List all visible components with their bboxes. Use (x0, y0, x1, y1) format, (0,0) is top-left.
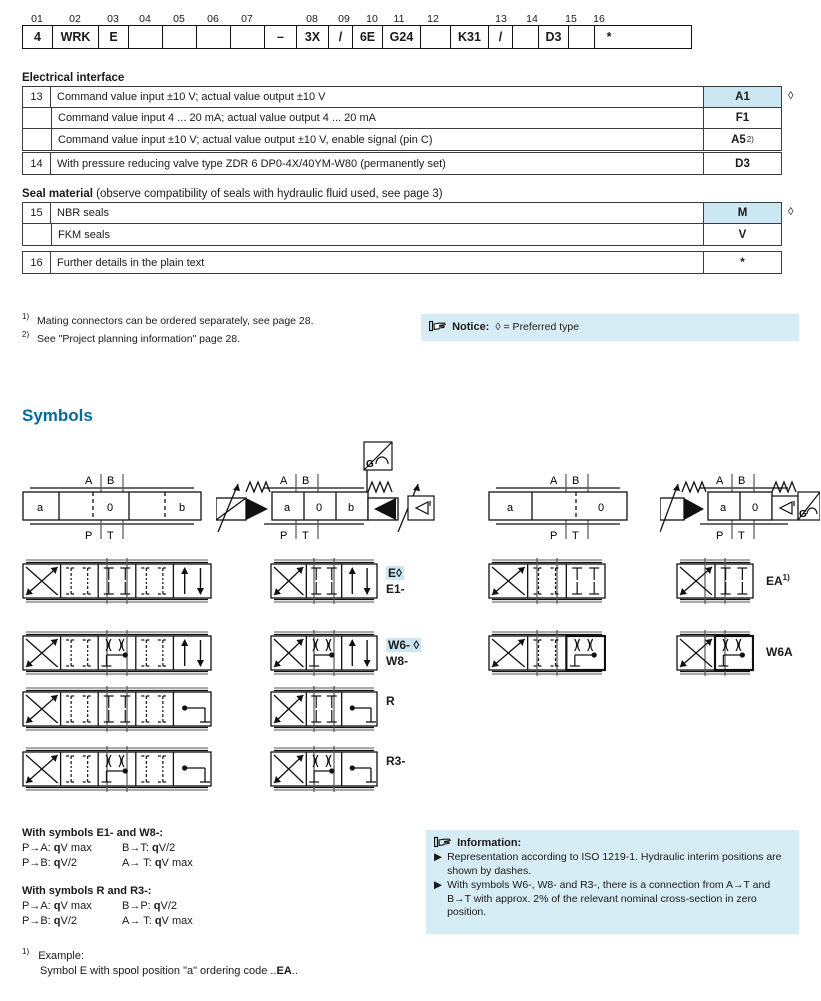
flow-note-right: A→ T: qV max (122, 915, 193, 927)
footnote-2-text: See "Project planning information" page 28. (37, 332, 241, 345)
svg-text:b: b (348, 502, 355, 514)
ordering-code-col-header-14: 14 (526, 13, 538, 25)
ordering-code-cell-6E[interactable]: 6E (353, 26, 383, 48)
ordering-code-cell-empty-3[interactable] (129, 26, 163, 48)
spool-symbol-W8-col3 (488, 630, 606, 679)
svg-text:a: a (507, 502, 514, 514)
svg-text:0: 0 (316, 502, 323, 514)
flow-note-1-line-2 (22, 856, 193, 871)
electrical-row-number: 13 (23, 87, 51, 107)
seal-material-table (22, 202, 782, 246)
preferred-diamond-m: ◊ (788, 206, 794, 218)
valve-diagram-4 (660, 440, 820, 543)
example-marker: 1) (22, 947, 30, 956)
svg-text:a: a (720, 502, 727, 514)
ordering-code-col-header-04: 04 (139, 13, 151, 25)
flow-note-1-line-1 (22, 841, 193, 856)
notice-title: Notice: (452, 321, 490, 333)
spool-symbol-E1-col4 (676, 558, 754, 607)
table-row (23, 203, 781, 224)
valve14-code[interactable]: D3 (703, 153, 781, 174)
svg-text:A: A (716, 475, 724, 487)
spool-symbol-E1-col3 (488, 558, 606, 607)
table-row (23, 153, 781, 174)
flow-note-1-title: With symbols E1- and W8-: (22, 827, 164, 839)
footnote-1-marker: 1) (22, 312, 30, 321)
information-title: Information: (457, 837, 522, 849)
ordering-code-cell-[interactable]: * (606, 30, 612, 44)
ordering-code-cell-K31[interactable]: K31 (451, 26, 489, 48)
ordering-code-cell-3X[interactable]: 3X (297, 26, 329, 48)
svg-text:T: T (107, 530, 114, 540)
spool-label-W8: W8- (386, 654, 408, 668)
ordering-code-cell-empty-12[interactable] (421, 26, 451, 48)
table-row (23, 252, 781, 273)
electrical-interface-title: Electrical interface (22, 72, 125, 84)
ordering-code-cell-empty-4[interactable] (163, 26, 197, 48)
svg-text:a: a (37, 502, 44, 514)
ordering-code-cell-empty-15[interactable] (513, 26, 539, 48)
spool-label-EA: EA$^{1)}$ (766, 573, 790, 588)
flow-note-left: P→B: qV/2 (22, 915, 78, 927)
svg-text:P: P (550, 530, 558, 540)
ordering-code-col-header-10: 10 (366, 13, 378, 25)
svg-text:a: a (284, 502, 291, 514)
electrical-code[interactable]: F1 (703, 108, 781, 128)
svg-text:A: A (550, 475, 558, 487)
svg-text:0: 0 (752, 502, 759, 514)
ordering-code-cell-G24[interactable]: G24 (383, 26, 421, 48)
spool-symbol-E1-col2 (270, 558, 378, 607)
valve-option-table (22, 152, 782, 175)
flow-note-1 (22, 826, 193, 871)
example-label: Example: (38, 949, 85, 962)
svg-text:T: T (738, 530, 745, 540)
seal-row-number: 15 (23, 203, 51, 223)
spool-label-E1: E1- (386, 582, 405, 596)
table-row (23, 87, 781, 108)
seal-code[interactable]: V (703, 224, 781, 245)
valve-diagram-3 (488, 440, 638, 543)
preferred-diamond-a1: ◊ (788, 90, 794, 102)
svg-text:T: T (572, 530, 579, 540)
ordering-code-cell-empty-17[interactable] (569, 26, 595, 48)
seal-row-number (23, 224, 51, 245)
footnote-2 (22, 330, 240, 345)
ordering-code-cell-empty-5[interactable] (197, 26, 231, 48)
svg-text:b: b (179, 502, 186, 514)
svg-text:P: P (85, 530, 93, 540)
spool-label-W6: W6- ◊ (388, 638, 420, 652)
bullet-arrow-icon-1: ▶ (434, 851, 443, 863)
spool-symbol-R-col2 (270, 686, 378, 735)
ordering-code-col-header-09: 09 (338, 13, 350, 25)
electrical-code[interactable]: A1 (703, 87, 781, 107)
spool-symbol-W8-col1 (22, 630, 212, 679)
spool-label-W6A: W6A (766, 645, 793, 659)
information-bullet-1 (434, 851, 789, 878)
ordering-code-col-header-03: 03 (107, 13, 119, 25)
spool-symbol-W8-col4 (676, 630, 754, 679)
seal-material-title-thin: (observe compatibility of seals with hydraulic fluid used, see page 3) (92, 188, 443, 200)
svg-text:B: B (738, 475, 746, 487)
valve-diagram-2 (216, 440, 446, 543)
footnote-2-marker: 2) (22, 330, 30, 339)
electrical-code-sup: 2) (746, 135, 754, 144)
ordering-code-col-header-11: 11 (393, 13, 405, 25)
svg-text:G: G (366, 459, 374, 470)
seal-material-title-bold: Seal material (22, 188, 93, 200)
seal-material-title (22, 188, 443, 200)
spool-label-R: R (386, 694, 395, 708)
valve14-description: With pressure reducing valve type ZDR 6 DP0-4X/40YM-W80 (permanently set) (57, 157, 446, 170)
information-bullet-2 (434, 879, 789, 920)
ordering-code-col-header-05: 05 (173, 13, 185, 25)
pointing-hand-icon (429, 320, 446, 332)
footnote-1-text: Mating connectors can be ordered separately, see page 28. (37, 314, 314, 327)
information-box (426, 830, 799, 934)
ordering-code-cell-4[interactable]: 4 (23, 26, 53, 48)
spool-symbol-R3-col1 (22, 746, 212, 795)
footnote-1 (22, 312, 314, 327)
example-block (22, 944, 298, 979)
electrical-description: Command value input ±10 V; actual value output ±10 V, enable signal (pin C) (51, 129, 703, 150)
valve14-row-number: 14 (23, 153, 51, 174)
spool-label-E: E◊ (388, 566, 402, 580)
spool-symbol-R-col1 (22, 686, 212, 735)
ordering-code-value-row (22, 25, 692, 49)
ordering-code-col-header-06: 06 (207, 13, 219, 25)
ordering-code-col-header-08: 08 (306, 13, 318, 25)
flow-note-2-line-2 (22, 914, 193, 929)
flow-note-2 (22, 884, 193, 929)
spool-label-R3: R3- (386, 754, 406, 768)
svg-text:B: B (572, 475, 580, 487)
svg-text:0: 0 (598, 502, 605, 514)
further-details-table (22, 251, 782, 274)
symbols-heading: Symbols (22, 406, 93, 425)
table-row (23, 129, 781, 150)
further-row-number: 16 (23, 252, 51, 273)
ordering-code-col-header-13: 13 (495, 13, 507, 25)
ordering-code-col-header-01: 01 (31, 13, 43, 25)
example-text-after: .. (291, 964, 298, 977)
seal-code[interactable]: M (703, 203, 781, 223)
notice-text: ◊ = Preferred type (495, 321, 580, 333)
seal-description: NBR seals (57, 207, 109, 219)
ordering-code-col-header-15: 15 (565, 13, 577, 25)
ordering-code-col-header-16: 16 (593, 13, 605, 25)
information-bullet-1-text: Representation according to ISO 1219-1. Hydraulic interim positions are shown by dashes. (447, 851, 782, 877)
example-text-before: Symbol E with spool position "a" ordering code .. (40, 964, 277, 977)
ordering-code-cell-empty-6[interactable] (231, 26, 265, 48)
flow-note-2-title: With symbols R and R3-: (22, 885, 152, 897)
flow-note-left: P→A: qV max (22, 900, 92, 912)
electrical-interface-table (22, 86, 782, 151)
ordering-code-header-row (22, 10, 692, 25)
seal-description: FKM seals (51, 224, 703, 245)
flow-note-2-line-1 (22, 899, 193, 914)
example-code: EA (276, 964, 292, 977)
svg-text:P: P (716, 530, 724, 540)
electrical-description: Command value input ±10 V; actual value output ±10 V (57, 91, 326, 103)
spool-symbol-E1-col1 (22, 558, 212, 607)
flow-note-right: A→ T: qV max (122, 857, 193, 869)
ordering-code-cell-[interactable]: – (265, 26, 297, 48)
further-code[interactable]: * (703, 252, 781, 273)
example-text-line (40, 964, 298, 979)
ordering-code-cell-WRK[interactable]: WRK (53, 26, 99, 48)
pointing-hand-icon-info (434, 836, 451, 848)
valve-diagram-1 (22, 440, 222, 543)
ordering-code-col-header-12: 12 (427, 13, 439, 25)
svg-text:G: G (799, 509, 807, 520)
ordering-code-cell-E[interactable]: E (99, 26, 129, 48)
notice-box (421, 314, 799, 341)
electrical-row-number (23, 129, 51, 150)
ordering-code-col-header-02: 02 (69, 13, 81, 25)
table-row (23, 108, 781, 129)
spool-symbol-W8-col2 (270, 630, 378, 679)
table-row (23, 224, 781, 245)
svg-text:A: A (85, 475, 93, 487)
spool-symbol-R3-col2 (270, 746, 378, 795)
electrical-row-number (23, 108, 51, 128)
further-description: Further details in the plain text (57, 256, 205, 269)
svg-text:B: B (302, 475, 310, 487)
ordering-code-cell-[interactable]: / (329, 26, 353, 48)
ordering-code-cell-[interactable]: / (489, 26, 513, 48)
ordering-code-cell-D3[interactable]: D3 (539, 26, 569, 48)
electrical-description: Command value input 4 ... 20 mA; actual value output 4 ... 20 mA (51, 108, 703, 128)
svg-text:B: B (107, 475, 115, 487)
svg-text:A: A (280, 475, 288, 487)
electrical-code[interactable]: A5 2) (703, 129, 781, 150)
svg-text:0: 0 (107, 502, 114, 514)
ordering-code-table (22, 10, 692, 49)
flow-note-left: P→A: qV max (22, 842, 92, 854)
flow-note-right: B→P: qV/2 (122, 900, 178, 912)
information-bullet-2-text: With symbols W6-, W8- and R3-, there is a connection from A→T and B→T with approx. 2% of the relevant nominal cross-section in zero position. (447, 879, 771, 918)
bullet-arrow-icon-2: ▶ (434, 879, 443, 891)
flow-note-left: P→B: qV/2 (22, 857, 78, 869)
svg-text:T: T (302, 530, 309, 540)
ordering-code-col-header-07: 07 (241, 13, 253, 25)
flow-note-right: B→T: qV/2 (122, 842, 176, 854)
spool-label-EA-sup: 1) (782, 573, 790, 582)
svg-text:P: P (280, 530, 288, 540)
